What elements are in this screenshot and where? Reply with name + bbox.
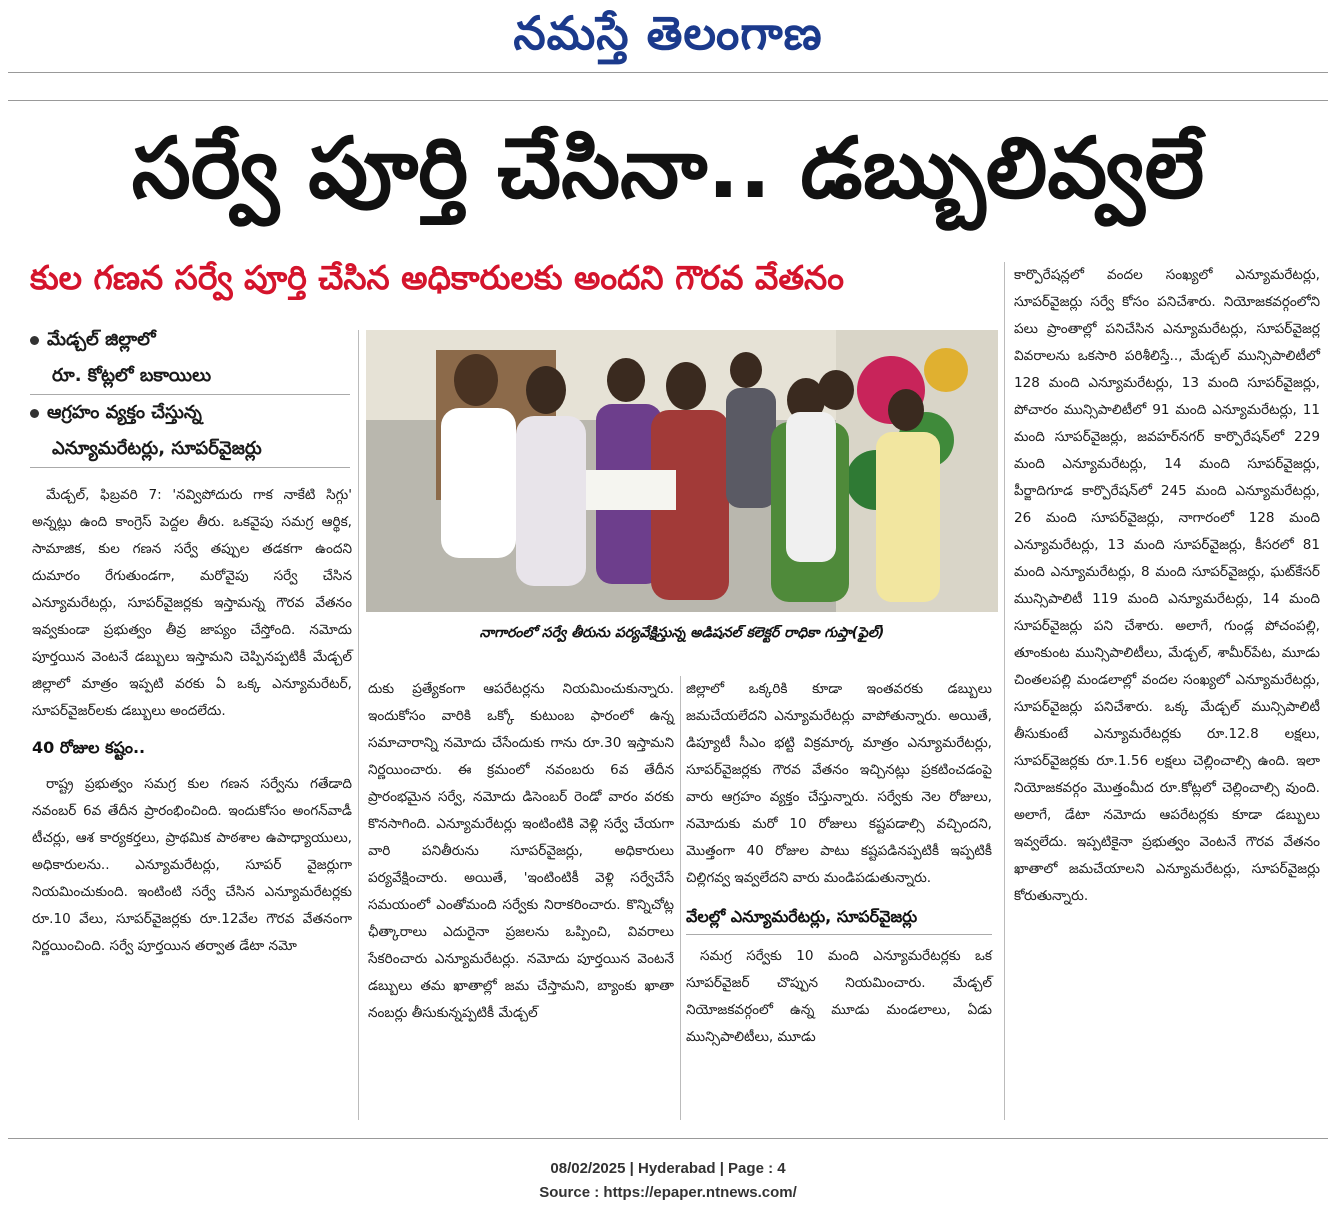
photo-caption: నాగారంలో సర్వే తీరును పర్యవేక్షిస్తున్న అడిషనల్ కలెక్టర్ రాధికా గుప్తా(ఫైల్) — [479, 625, 885, 641]
col1-section-heading: 40 రోజుల కష్టం.. — [32, 738, 146, 757]
highlight-1-line2: రూ. కోట్లలో బకాయిలు — [30, 358, 350, 395]
col2-body: దుకు ప్రత్యేకంగా ఆపరేటర్లను నియమించుకున్నారు. ఇందుకోసం వారికి ఒక్కో కుటుంబ ఫారంలో ఉన్న సమాచారాన్ని నమోదు చేసేందుకు గాను రూ.30 ఇస్తామని నిర్ణయించారు. ఈ క్రమంలో నవంబరు 6వ తేదీన ప్రారంభమైన సర్వే, నమోదు డిసెంబర్ రెండో వారం వరకు కొనసాగింది. ఎన్యూమరేటర్లు ఇంటింటికి వెళ్లి సర్వే చేయగా వారి పనితీరును సూపర్‌వైజర్లు, అధికారులు పర్యవేక్షించారు. అయితే, 'ఇంటింటికీ వెళ్లి సర్వేచేసే సమయంలో ఎంతోమంది సర్వేకు నిరాకరించారు. కొన్నిచోట్ల ఛీత్కారాలు ఎదురైనా ప్రజలను ఒప్పించి, వివరాలు సేకరించారు ఎన్యూమరేటర్లు. నమోదు పూర్తయిన వెంటనే డబ్బులు తమ ఖాతాల్లో జమ చేస్తామని, బ్యాంకు ఖాతా నంబర్లు తీసుకున్నప్పటికీ మేడ్చల్ — [368, 681, 674, 1021]
bullet-icon — [30, 409, 39, 418]
column-divider — [680, 676, 681, 1120]
masthead-logo: నమస్తే తెలంగాణ — [513, 6, 823, 60]
col1-body: రాష్ట్ర ప్రభుత్వం సమగ్ర కుల గణన సర్వేను గతేడాది నవంబర్ 6వ తేదీన ప్రారంభించింది. ఇందుకోసం అంగన్‌వాడీ టీచర్లు, ఆశ కార్యకర్తలు, ప్రాథమిక పాఠశాల ఉపాధ్యాయులు, అధికారులను.. ఎన్యూమరేటర్లు, సూపర్ వైజర్లుగా నియమించుకుంది. ఇంటింటి సర్వే చేసిన ఎన్యూమరేటర్లకు రూ.10 వేలు, సూపర్‌వైజర్లకు రూ.12వేల గౌరవ వేతనంగా నిర్ణయించింది. సర్వే పూర్తయిన తర్వాత డేటా నమో — [32, 776, 352, 954]
highlights — [30, 322, 350, 468]
column-3 — [686, 676, 992, 1051]
col1-intro: మేడ్చల్, ఫిబ్రవరి 7: 'నవ్విపోదురు గాక నాకేటి సిగ్గు' అన్నట్లు ఉంది కాంగ్రెస్ పెద్దల తీరు. ఒకవైపు సమగ్ర ఆర్థిక, సామాజిక, కుల గణన సర్వే తప్పుల తడకగా ఉందని దుమారం రేగుతుండగా, మరోవైపు సర్వే చేసిన ఎన్యూమరేటర్లు, సూపర్‌వైజర్లకు ఇస్తామన్న గౌరవ వేతనం ఇవ్వకుండా ప్రభుత్వం తీవ్ర జాప్యం చేస్తోంది. నమోదు పూర్తయిన వెంటనే డబ్బులు ఇస్తామని చెప్పినప్పటికీ మేడ్చల్ జిల్లాలో మాత్రం ఇప్పటి వరకు ఏ ఒక్క ఎన్యూమరేటర్, సూపర్‌వైజర్‌లకు డబ్బులు అందలేదు. — [32, 487, 352, 719]
news-photo — [366, 330, 998, 612]
col3-section-heading: వేలల్లో ఎన్యూమరేటర్లు, సూపర్‌వైజర్లు — [686, 900, 992, 935]
masthead-rule — [8, 72, 1328, 73]
subheadline: కుల గణన సర్వే పూర్తి చేసిన అధికారులకు అందని గౌరవ వేతనం — [30, 258, 844, 297]
col3-body: సమగ్ర సర్వేకు 10 మంది ఎన్యూమరేటర్లకు ఒక సూపర్‌వైజర్ చొప్పున నియమించారు. మేడ్చల్ నియోజకవర్గంలో ఉన్న మూడు మండలాలు, ఏడు మున్సిపాలిటీలు, మూడు — [686, 948, 992, 1045]
col4-body: కార్పొరేషన్లలో వందల సంఖ్యలో ఎన్యూమరేటర్లు, సూపర్‌వైజర్లు సర్వే కోసం పనిచేశారు. నియోజకవర్గంలోని పలు ప్రాంతాల్లో పనిచేసిన ఎన్యూమరేటర్లు, సూపర్‌వైజర్ల వివరాలను ఒకసారి పరిశీలిస్తే.., మేడ్చల్ మున్సిపాలిటీలో 128 మంది ఎన్యూమరేటర్లు, 13 మంది సూపర్‌వైజర్లు, పోచారం మున్సిపాలిటీలో 91 మంది ఎన్యూమరేటర్లు, 11 మంది సూపర్‌వైజర్లు, జవహర్‌నగర్ కార్పొరేషన్‌లో 229 మంది ఎన్యూమరేటర్లు, 14 మంది సూపర్‌వైజర్లు, పీర్జాదిగూడ కార్పొరేషన్‌లో 245 మంది ఎన్యూమరేటర్లు, 26 మంది సూపర్‌వైజర్లు, నాగారంలో 128 మంది ఎన్యూమరేటర్లు, 13 మంది సూపర్‌వైజర్లు, కీసరలో 81 మంది ఎన్యూమరేటర్లు, 8 మంది సూపర్‌వైజర్లు, ఘట్‌కేసర్ మున్సిపాలిటీ 119 మంది ఎన్యూమరేటర్లు, 14 మంది సూపర్‌వైజర్లు పని చేశారు. అలాగే, గుండ్ల పోచంపల్లి, తూంకుంట మున్సిపాలిటీలు, మేడ్చల్, శామీర్‌పేట, మూడు చింతలపల్లి మండలాల్లో వందల సంఖ్యలో ఎన్యూమరేటర్లు, సూపర్‌వైజర్లు పనిచేశారు. ఒక్క మేడ్చల్ మున్సిపాలిటీ తీసుకుంటే ఎన్యూమరేటర్లకు రూ.12.8 లక్షలు, సూపర్‌వైజర్లకు రూ.1.56 లక్షలు చెల్లించాల్సి ఉంది. ఇలా నియోజకవర్గం మొత్తంమీద రూ.కోట్లలో చెల్లించాల్సి వుంది. అలాగే, డేటా నమోదు ఆపరేటర్లకు కూడా డబ్బులు ఇవ్వలేదు. ఇప్పటికైనా ప్రభుత్వం వెంటనే గౌరవ వేతనం ఖాతాలో జమచేయాలని ఎన్యూమరేటర్లు, సూపర్‌వైజర్లు కోరుతున్నారు. — [1014, 267, 1320, 904]
top-rule — [8, 100, 1328, 101]
footer-date-line: 08/02/2025 | Hyderabad | Page : 4 — [550, 1160, 786, 1177]
column-2 — [368, 676, 674, 1027]
photo-illustration — [366, 330, 998, 612]
highlight-2-line1: ఆగ్రహం వ్యక్తం చేస్తున్న — [30, 395, 350, 431]
headline: సర్వే పూర్తి చేసినా.. డబ్బులివ్వలే — [131, 119, 1205, 217]
column-divider — [1004, 262, 1005, 1120]
column-4 — [1014, 262, 1320, 910]
highlight-2-line2: ఎన్యూమరేటర్లు, సూపర్‌వైజర్లు — [30, 431, 350, 468]
highlight-1-line1: మేడ్చల్ జిల్లాలో — [30, 322, 350, 358]
column-1 — [32, 482, 352, 960]
column-divider — [358, 330, 359, 1120]
footer-source-line: Source : https://epaper.ntnews.com/ — [539, 1184, 797, 1201]
bullet-icon — [30, 336, 39, 345]
col3-top: జిల్లాలో ఒక్కరికి కూడా ఇంతవరకు డబ్బులు జమచేయలేదని ఎన్యూమరేటర్లు వాపోతున్నారు. అయితే, డిప్యూటీ సీఎం భట్టి విక్రమార్క మాత్రం ఎన్యూమరేటర్లు, సూపర్‌వైజర్లకు గౌరవ వేతనం ఇచ్చినట్లు ప్రకటించడంపై వారు ఆగ్రహం వ్యక్తం చేస్తున్నారు. సర్వేకు నెల రోజులు, నమోదుకు మరో 10 రోజులు కష్టపడాల్సి వచ్చిందని, మొత్తంగా 40 రోజుల పాటు కష్టపడినప్పటికీ ఇప్పటికీ చిల్లిగవ్వ ఇవ్వలేదని వారు మండిపడుతున్నారు. — [686, 681, 992, 886]
bottom-rule — [8, 1138, 1328, 1139]
